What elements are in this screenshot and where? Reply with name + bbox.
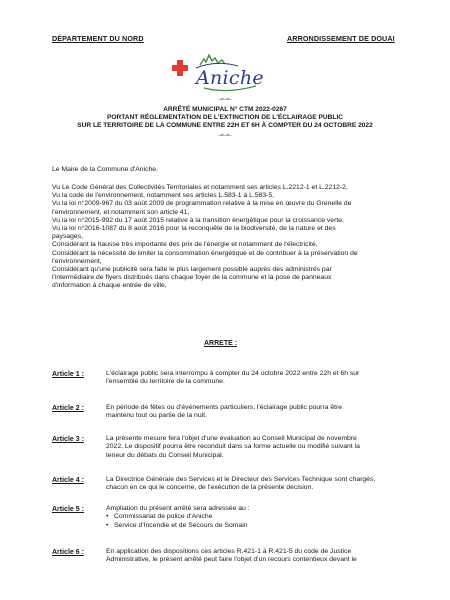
consideration-line: l'intermédiaire de flyers distribués dans chaque foyer de la commune et la pose de panneaux [52, 274, 332, 282]
article-3-text [106, 435, 406, 460]
article-2-text [106, 404, 406, 421]
article-6-text [106, 548, 406, 565]
article-line: La présente mesure fera l'objet d'une évaluation au Conseil Municipal de novembre [106, 435, 357, 442]
consideration-line: Considérant la nécessité de limiter la consommation énergétique et de contribuer à la préservation de [52, 249, 358, 257]
consideration-line: l'environnement, et notamment son article 41, [52, 208, 190, 216]
consideration-line: l'environnement, [52, 257, 102, 265]
consideration-line: Vu la loi n°2016-1087 du 8 août 2016 pour la reconquête de la biodiversité, de la nature et des [52, 225, 336, 233]
title-line: PORTANT RÉGLEMENTATION DE L'EXTINCTION DE L'ÉCLAIRAGE PUBLIC [106, 114, 344, 122]
separator-bottom: -=-=- [218, 133, 232, 139]
aniche-logo [172, 50, 264, 94]
consideration-line: Vu la loi n°2009-967 du 03 août 2009 de programmation relative à la mise en œuvre du Grenelle de [52, 200, 352, 208]
article-line: teneur du débats du Conseil Municipal. [106, 451, 224, 459]
consideration-line: Considérant la hausse très importante des prix de l'énergie et notamment de l'électricité, [52, 241, 318, 249]
consideration-line: Vu la code de l'environnement, notamment ses articles L.583-1 à L.583-5, [52, 192, 275, 200]
article-5-label: Article 5 : [52, 506, 84, 513]
article-4-text [106, 476, 406, 493]
separator-top: -=-=- [218, 97, 232, 103]
title-line: SUR LE TERRITOIRE DE LA COMMUNE ENTRE 22H ET 6H À COMPTER DU 24 OCTOBRE 2022 [77, 122, 373, 130]
article-line: En période de fêtes ou d'événements particuliers, l'éclairage public pourra être [106, 404, 343, 411]
title-line: ARRÊTÉ MUNICIPAL N° CTM 2022-0267 [163, 106, 287, 113]
article-3-label: Article 3 : [52, 436, 84, 443]
article-line: maintenu tout ou partie de la nuit. [106, 412, 207, 420]
recipient-list-item: • Service d'Incendie et de Secours de Somain [106, 522, 406, 530]
article-6-label: Article 6 : [52, 549, 84, 556]
consideration-line: Vu Le Code Général des Collectivités Territoriales et notamment ses articles L.2212-1 et L.2212-2, [52, 184, 348, 191]
article-line: L'éclairage public sera interrompu à compter du 24 octobre 2022 entre 22h et 6h sur [106, 370, 360, 377]
arrete-heading: ARRETE : [204, 340, 238, 347]
intro-line: Le Maire de la Commune d'Aniche, [52, 166, 158, 173]
article-line: Administrative, le présent arrêté peut faire l'objet d'un recours contentieux devant le [106, 556, 357, 564]
consideration-line: Vu la loi n°2015-992 du 17 août 2015 relative à la transition énergétique pour la croissance verte, [52, 216, 344, 224]
article-line: La Directrice Générale des Services et le Directeur des Services Technique sont chargés, [106, 476, 376, 483]
department-header: DÉPARTEMENT DU NORD [52, 34, 144, 43]
recipient-list-item: • Commissariat de police d'Aniche [106, 513, 406, 521]
consideration-line: Considérant qu'une publicité sera faite le plus largement possible auprès des administrés par [52, 266, 332, 274]
considerations-list [52, 184, 402, 291]
logo-wordmark: Aniche [196, 67, 264, 89]
article-line: l'ensemble du territoire de la commune. [106, 378, 225, 386]
article-line: Ampliation du présent arrêté sera adressée au : [106, 505, 250, 512]
article-line: chacun en ce qui le concerne, de l'exécution de la présente décision. [106, 484, 314, 492]
article-line: En application des dispositions ces articles R.421-1 à R.421-5 du code de Justice [106, 548, 352, 555]
article-2-label: Article 2 : [52, 405, 84, 412]
article-5-text [106, 505, 406, 530]
article-4-label: Article 4 : [52, 477, 84, 484]
consideration-line: paysages, [52, 233, 83, 241]
article-1-text [106, 370, 406, 387]
consideration-line: d'information à chaque entrée de ville, [52, 282, 167, 290]
arrondissement-header: ARRONDISSEMENT DE DOUAI [287, 34, 395, 43]
decree-title [40, 106, 410, 131]
article-line: 2022. Le dispositif pourra être reconduit dans sa forme actuelle ou modifié suivant la [106, 443, 360, 451]
article-1-label: Article 1 : [52, 371, 84, 378]
